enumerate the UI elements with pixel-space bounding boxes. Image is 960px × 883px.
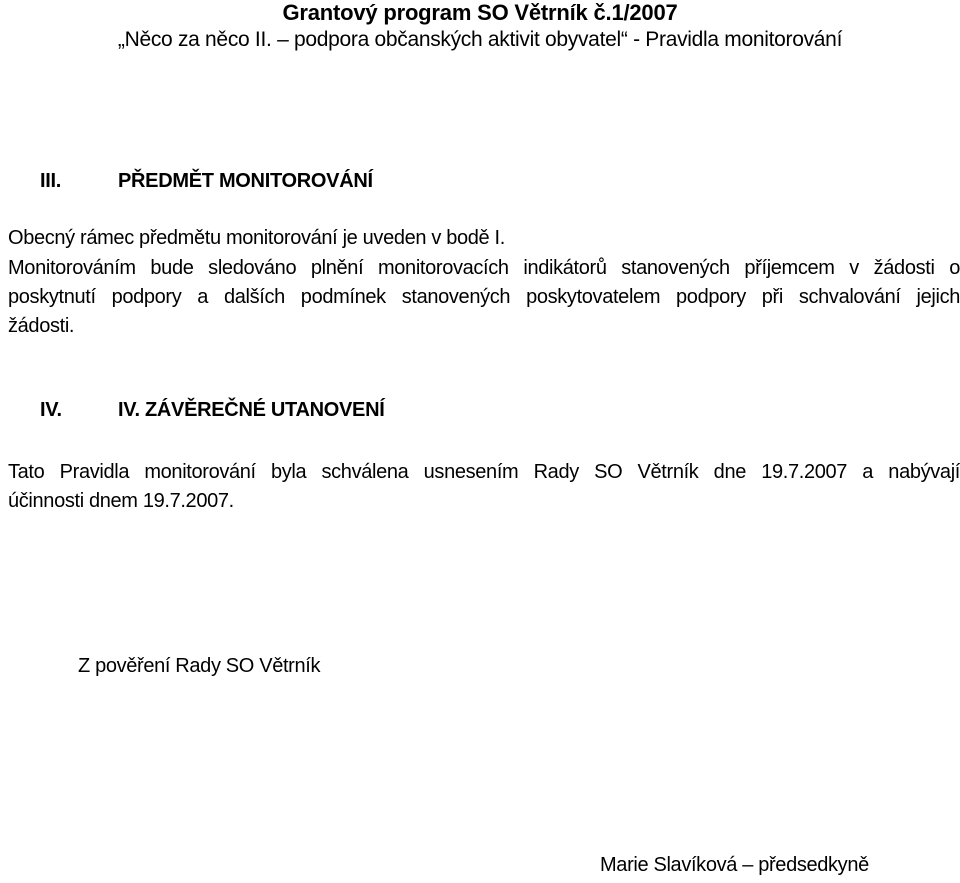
section-4-heading: IV. ZÁVĚREČNÉ UTANOVENÍ — [118, 399, 385, 421]
section-3-heading: PŘEDMĚT MONITOROVÁNÍ — [118, 170, 373, 192]
section-4-paragraph — [8, 458, 960, 516]
paragraph-line: žádosti. — [8, 315, 75, 337]
section-3-paragraph-1: Obecný rámec předmětu monitorování je uveden v bodě I. — [8, 227, 505, 249]
paragraph-line: Monitorováním bude sledováno plnění monitorovacích indikátorů stanovených příjemcem v žádosti o — [8, 257, 960, 279]
document-subtitle: „Něco za něco II. – podpora občanských aktivit obyvatel“ - Pravidla monitorování — [117, 28, 843, 51]
paragraph-line: poskytnutí podpory a dalších podmínek stanovených poskytovatelem podpory při schvalování jejich — [8, 286, 960, 308]
paragraph-line: Tato Pravidla monitorování byla schválena usnesením Rady SO Větrník dne 19.7.2007 a nabývají — [8, 461, 960, 483]
section-4-number: IV. — [40, 399, 62, 421]
authorization-line: Z pověření Rady SO Větrník — [78, 655, 321, 677]
document-title: Grantový program SO Větrník č.1/2007 — [282, 0, 678, 25]
signature-line: Marie Slavíková – předsedkyně — [600, 854, 869, 876]
paragraph-line: účinnosti dnem 19.7.2007. — [8, 490, 234, 512]
section-3-paragraph-2 — [8, 254, 960, 341]
section-3-number: III. — [40, 170, 62, 192]
